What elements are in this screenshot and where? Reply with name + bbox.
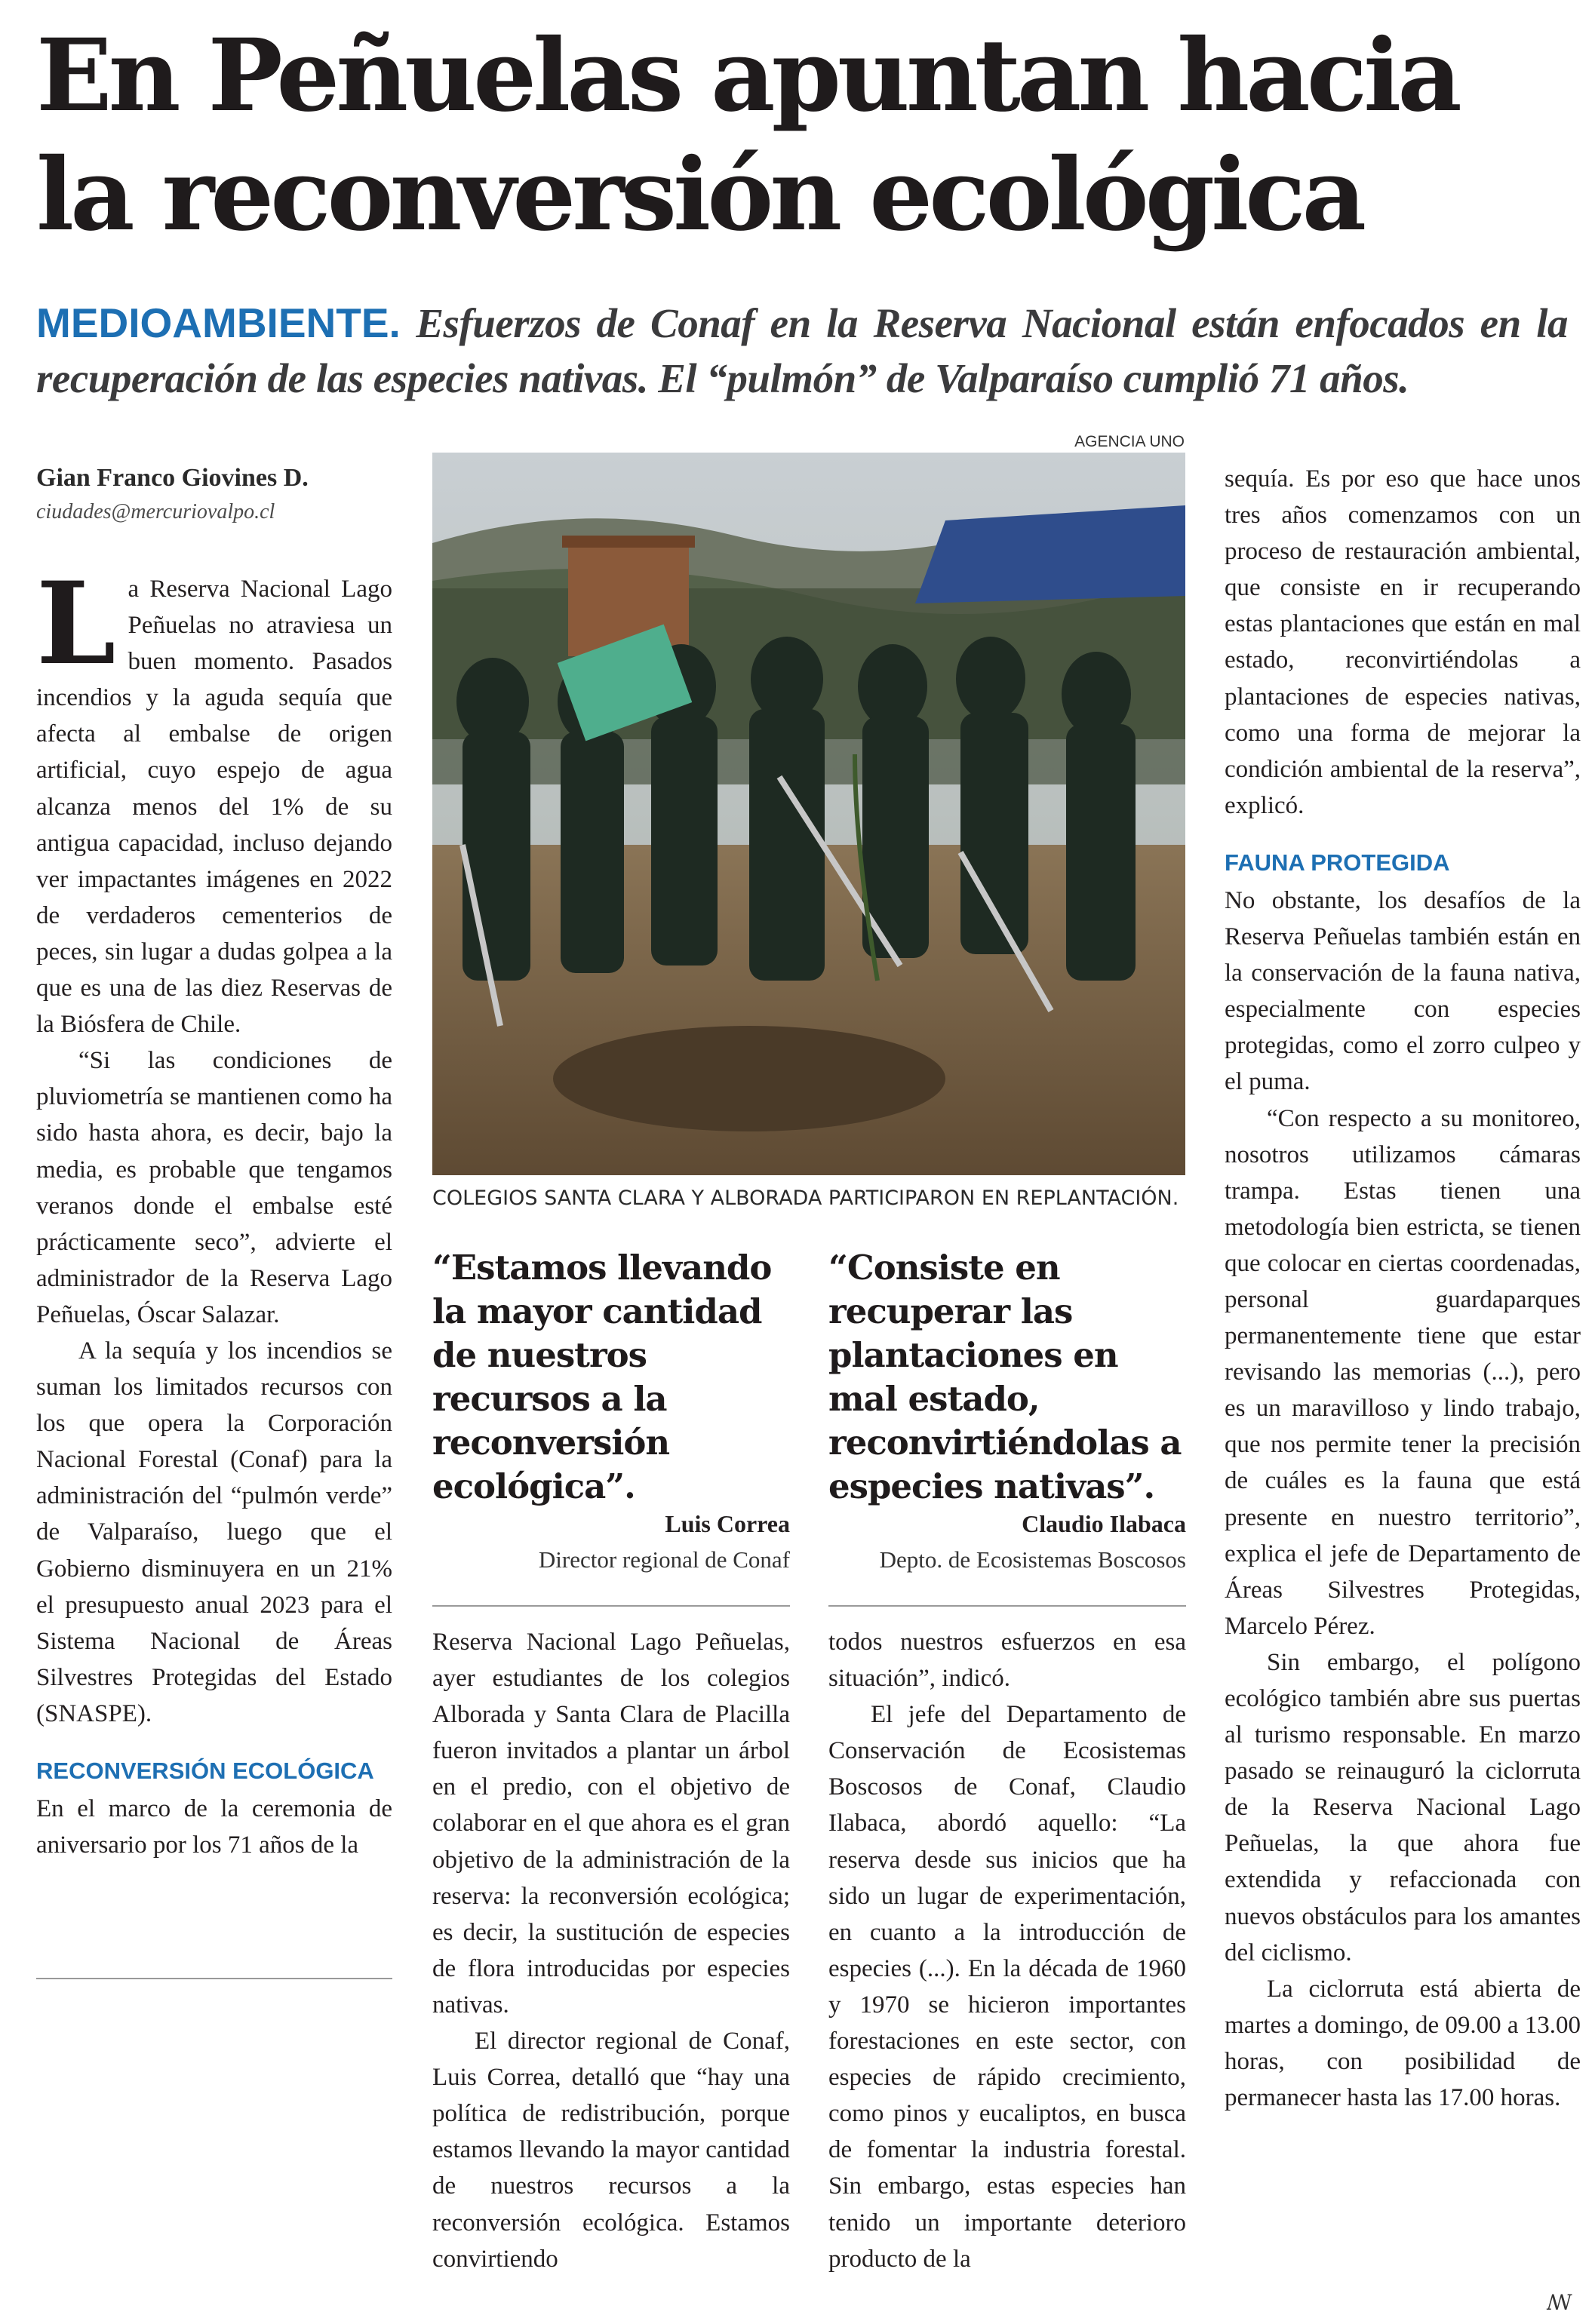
paragraph: Reserva Nacional Lago Peñuelas, ayer estudiantes de los colegios Alborada y Santa Clara de Placilla fueron invitados a plantar un árbol en el predio, con el objetivo de colaborar en el que ahora es el gran objetivo de la administración de la reserva: la reconversión ecológica; es decir, la sustitución de especies de flora introducidas por especies nativas. — [432, 1629, 790, 2019]
photo-credit: AGENCIA UNO — [1074, 433, 1185, 450]
blue-tent — [915, 505, 1185, 603]
paragraph: El jefe del Departamento de Conservación de Ecosistemas Boscosos de Conaf, Claudio Ilabaca, abordó aquello: “La reserva desde sus inicios que ha sido un lugar de experimentación, en cuanto a la introducción de especies (...). En la década de 1960 y 1970 se hicieron importantes forestaciones en este sector, con especies de rápido crecimiento, como pinos y eucaliptos, en busca de fomentar la industria forestal. Sin embargo, estas especies han tenido un importante deterioro producto de la — [828, 1701, 1186, 2273]
paragraph: sequía. Es por eso que hace unos tres años comenzamos con un proceso de restauración ambiental, que consiste en ir recuperando estas plantaciones que están en mal estado, reconvirtiéndolas a plantaciones de especies nativas, como una forma de mejorar la condición ambiental de la reserva”, explicó. — [1225, 465, 1581, 819]
column-1 — [36, 557, 392, 1863]
paragraph-text: a Reserva Nacional Lago Peñuelas no atraviesa un buen momento. Pasados incendios y la aguda sequía que afecta al embalse de origen artificial, cuyo espejo de agua alcanza menos del 1% de su antigua capacidad, incluso dejando ver impactantes imágenes en 2022 de verdaderos cementerios de peces, sin lugar a dudas golpea a la que es una de las diez Reservas de la Biósfera de Chile. — [36, 576, 392, 1039]
author-name: Gian Franco Giovines D. — [36, 464, 309, 492]
paragraph: No obstante, los desafíos de la Reserva Peñuelas también están en la conservación de la fauna nativa, especialmente con especies protegidas, como el zorro culpeo y el puma. — [1225, 886, 1581, 1096]
paragraph: todos nuestros esfuerzos en esa situación”, indicó. — [828, 1629, 1186, 1693]
paragraph: El director regional de Conaf, Luis Correa, detalló que “hay una política de redistribución, porque estamos llevando la mayor cantidad de nuestros recursos a la reconversión ecológica. Estamos convirtiendo — [432, 2028, 790, 2273]
paragraph: A la sequía y los incendios se suman los limitados recursos con los que opera la Corporación Nacional Forestal (Conaf) para la administración del “pulmón verde” de Valparaíso, luego que el Gobierno disminuyera en un 21% el presupuesto anual 2023 para el Sistema Nacional de Áreas Silvestres Protegidas del Estado (SNASPE). — [36, 1337, 392, 1727]
divider — [432, 1605, 790, 1607]
headline: En Peñuelas apuntan hacia la reconversión ecológica — [36, 17, 1458, 253]
paragraph — [36, 557, 392, 1042]
divider — [828, 1605, 1186, 1607]
paragraph: Sin embargo, el polígono ecológico también abre sus puertas al turismo responsable. En marzo pasado se reinauguró la ciclorruta de la Reserva Nacional Lago Peñuelas, la que ahora fue extendida y refaccionada con nuevos obstáculos para los amantes del ciclismo. — [1225, 1648, 1581, 1966]
subheading-reconversion: RECONVERSIÓN ECOLÓGICA — [36, 1758, 374, 1784]
quote-author-role: Director regional de Conaf — [538, 1546, 790, 1573]
paragraph: En el marco de la ceremonia de aniversario por los 71 años de la — [36, 1795, 392, 1859]
photo-caption: COLEGIOS SANTA CLARA Y ALBORADA PARTICIPARON EN REPLANTACIÓN. — [432, 1187, 1179, 1210]
paragraph: “Si las condiciones de pluviometría se mantienen como ha sido hasta ahora, es decir, bajo la media, es probable que tengamos veranos donde el embalse esté prácticamente seco”, advierte el administrador de la Reserva Lago Peñuelas, Óscar Salazar. — [36, 1047, 392, 1328]
subheading-fauna: FAUNA PROTEGIDA — [1225, 849, 1450, 876]
deck — [36, 296, 1568, 406]
quote-author-name: Luis Correa — [665, 1510, 790, 1537]
pull-quote-correa: “Estamos llevando la mayor cantidad de nuestros recursos a la reconversión ecológica”. — [432, 1248, 772, 1506]
paragraph: La ciclorruta está abierta de martes a domingo, de 09.00 a 13.00 horas, con posibilidad de permanecer hasta las 17.00 horas. — [1225, 1975, 1581, 2112]
end-mark-icon: ꟿ — [1547, 2292, 1572, 2315]
divider — [36, 1978, 392, 1979]
column-4 — [1225, 461, 1581, 2116]
column-2 — [432, 1624, 790, 2277]
author-email[interactable]: ciudades@mercuriovalpo.cl — [36, 500, 275, 523]
paragraph: “Con respecto a su monitoreo, nosotros utilizamos cámaras trampa. Estas tienen una metodología bien estricta, se tienen que colocar en ciertas coordenadas, personal guardaparques permanentemente tiene que estar revisando las memorias (...), pero es un maravilloso y lindo trabajo, que nos permite tener la precisión de cuáles es la fauna que está presente en nuestro territorio”, explica el jefe de Departamento de Áreas Silvestres Protegidas, Marcelo Pérez. — [1225, 1104, 1581, 1640]
kicker: MEDIOAMBIENTE. — [36, 299, 401, 346]
column-3 — [828, 1624, 1186, 2277]
deck-text: Esfuerzos de Conaf en la Reserva Nacional están enfocados en la recuperación de las especies nativas. El “pulmón” de Valparaíso cumplió 71 años. — [36, 300, 1569, 401]
quote-author-role: Depto. de Ecosistemas Boscosos — [879, 1546, 1186, 1573]
quote-author-name: Claudio Ilabaca — [1022, 1510, 1186, 1537]
pull-quote-ilabaca: “Consiste en recuperar las plantaciones en mal estado, reconvirtiéndolas a especies nativas”. — [828, 1248, 1182, 1506]
article-photo — [432, 453, 1185, 1175]
drop-cap: L — [36, 557, 116, 690]
